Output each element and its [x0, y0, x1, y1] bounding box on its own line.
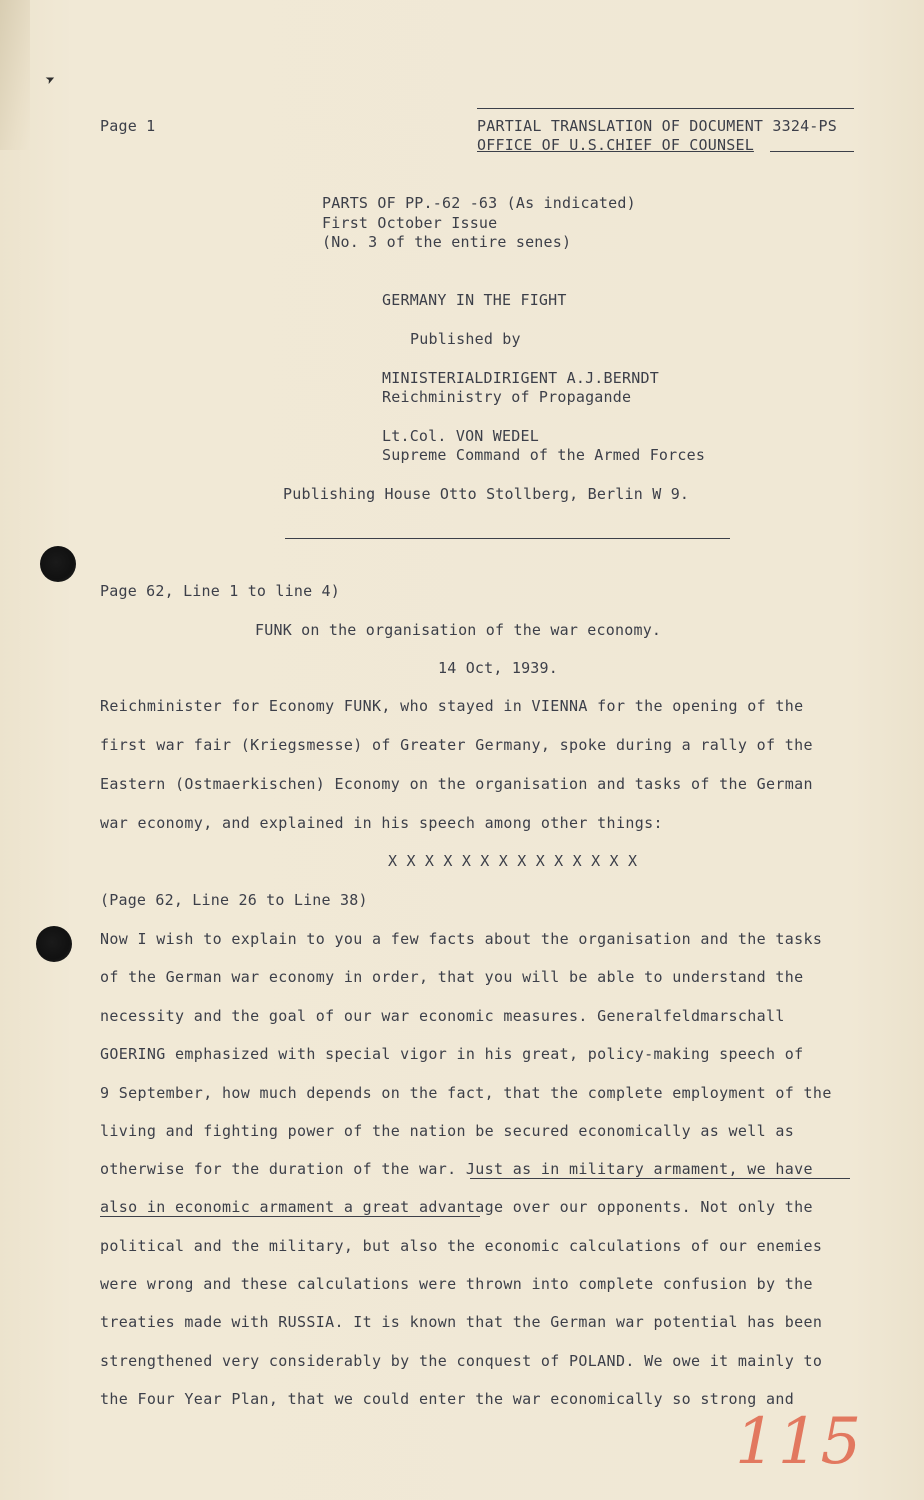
section-2-line: also in economic armament a great advantage over our opponents. Not only the: [100, 1198, 813, 1216]
paper-fold: [0, 0, 30, 150]
section-2-line: political and the military, but also the economic calculations of our enemies: [100, 1237, 823, 1255]
editor-2-name: Lt.Col. VON WEDEL: [382, 427, 539, 445]
document-office: OFFICE OF U.S.CHIEF OF COUNSEL: [477, 136, 754, 154]
punch-hole: [40, 546, 76, 582]
published-by: Published by: [410, 330, 521, 348]
section-1-date: 14 Oct, 1939.: [438, 659, 558, 677]
section-1-line: Reichminister for Economy FUNK, who stayed in VIENNA for the opening of the: [100, 697, 804, 715]
section-2-line: living and fighting power of the nation be secured economically as well as: [100, 1122, 795, 1140]
punch-hole: [36, 926, 72, 962]
section-2-line: necessity and the goal of our war economic measures. Generalfeldmarschall: [100, 1007, 785, 1025]
section-2-line: treaties made with RUSSIA. It is known that the German war potential has been: [100, 1313, 823, 1331]
omission-marker: X X X X X X X X X X X X X X: [388, 852, 638, 870]
section-2-line: the Four Year Plan, that we could enter the war economically so strong and: [100, 1390, 795, 1408]
section-2-line: of the German war economy in order, that you will be able to understand the: [100, 968, 804, 986]
page-number: 115: [735, 1405, 864, 1479]
section-2-line: otherwise for the duration of the war. Just as in military armament, we have: [100, 1160, 813, 1178]
issue-line-1: PARTS OF PP.-62 -63 (As indicated): [322, 194, 636, 212]
header-rule-tail: [770, 151, 854, 152]
issue-line-2: First October Issue: [322, 214, 498, 232]
ink-mark: ➤: [42, 68, 60, 91]
section-2-line: strengthened very considerably by the conquest of POLAND. We owe it mainly to: [100, 1352, 823, 1370]
page-label: Page 1: [100, 117, 156, 135]
section-1-line: Eastern (Ostmaerkischen) Economy on the organisation and tasks of the German: [100, 775, 813, 793]
editor-2-org: Supreme Command of the Armed Forces: [382, 446, 706, 464]
section-1-heading: FUNK on the organisation of the war economy.: [255, 621, 662, 639]
publication-title: GERMANY IN THE FIGHT: [382, 291, 567, 309]
section-2-line: 9 September, how much depends on the fact, that the complete employment of the: [100, 1084, 832, 1102]
publisher: Publishing House Otto Stollberg, Berlin W 9.: [283, 485, 690, 503]
section-2-reference: (Page 62, Line 26 to Line 38): [100, 891, 368, 909]
section-divider: [285, 538, 730, 539]
section-1-reference: Page 62, Line 1 to line 4): [100, 582, 340, 600]
section-1-line: first war fair (Kriegsmesse) of Greater Germany, spoke during a rally of the: [100, 736, 813, 754]
section-2-line: GOERING emphasized with special vigor in his great, policy-making speech of: [100, 1045, 804, 1063]
editor-1-name: MINISTERIALDIRIGENT A.J.BERNDT: [382, 369, 659, 387]
underline-mark: [100, 1216, 480, 1217]
section-1-line: war economy, and explained in his speech among other things:: [100, 814, 663, 832]
header-rule-top: [477, 108, 854, 109]
underline-mark: [470, 1178, 850, 1179]
document-title: PARTIAL TRANSLATION OF DOCUMENT 3324-PS: [477, 117, 837, 135]
section-2-line: Now I wish to explain to you a few facts about the organisation and the tasks: [100, 930, 823, 948]
section-2-line: were wrong and these calculations were thrown into complete confusion by the: [100, 1275, 813, 1293]
editor-1-org: Reichministry of Propagande: [382, 388, 632, 406]
issue-line-3: (No. 3 of the entire senes): [322, 233, 572, 251]
